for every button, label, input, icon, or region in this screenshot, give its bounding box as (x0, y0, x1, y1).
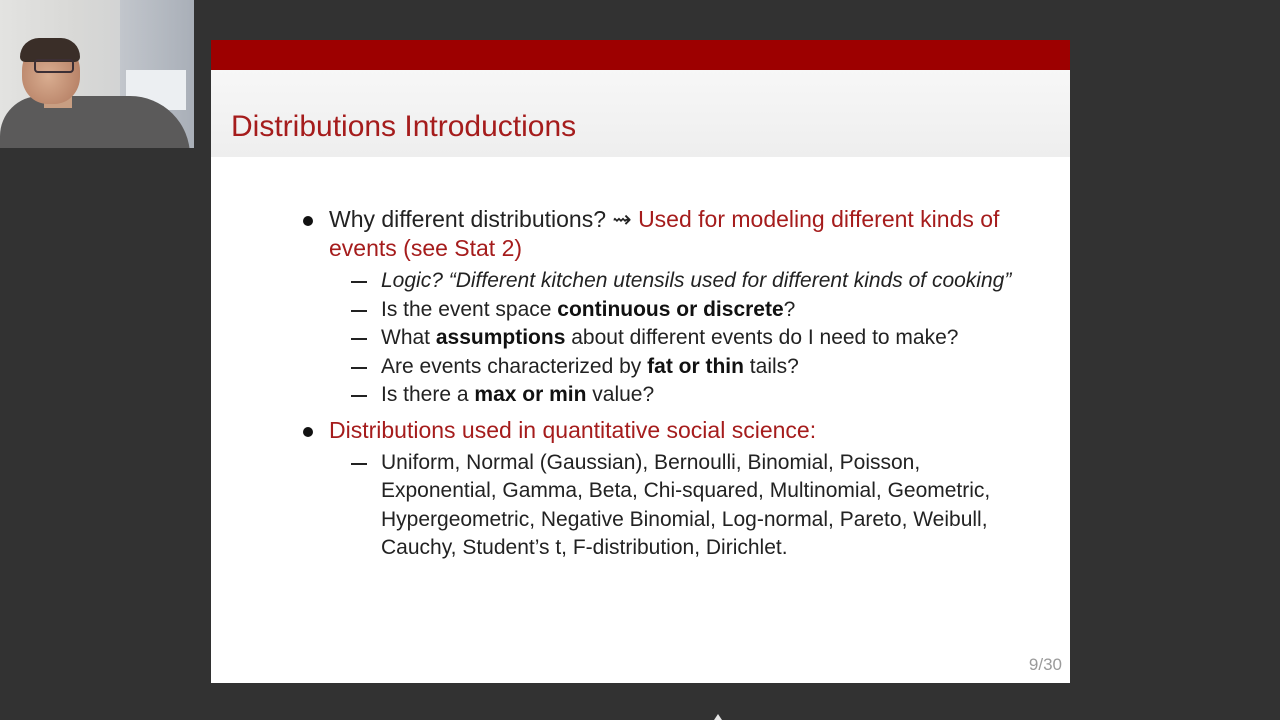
dash-icon (351, 463, 367, 465)
bullet-red-text: Distributions used in quantitative social science: (329, 416, 817, 443)
webcam-feed (0, 0, 194, 148)
sub-item-assumptions (381, 324, 1023, 353)
sub-item-bold: assumptions (435, 326, 566, 349)
sub-item-text: What (381, 326, 436, 349)
bullet-text: Why different distributions? (329, 206, 606, 232)
bullet-distributions-used (303, 416, 1023, 445)
sub-item-bold: fat or thin (647, 354, 744, 378)
sub-item-bold: max or min (474, 383, 587, 406)
dash-icon (351, 281, 367, 283)
sub-item-bold: continuous or discrete (557, 297, 784, 321)
sublist-distributions (303, 449, 1023, 563)
sub-item-text: Uniform, Normal (Gaussian), Bernoulli, Binomial, Poisson, Exponential, Gamma, Beta, Chi-squared, Multinomial, Geometric, Hypergeometric, Negative Binomial, Log-normal, Pareto, Weibull, Cauchy, Student’s t, F-distribution, Dirichlet. (381, 450, 991, 559)
slide-title: Distributions Introductions (231, 110, 577, 143)
dash-icon (351, 310, 367, 312)
dash-icon (351, 367, 367, 369)
sub-item-text: Logic? “Different kitchen utensils used for different kinds of cooking” (381, 269, 1012, 292)
dash-icon (351, 338, 367, 340)
sub-item-text: about different events do I need to make? (565, 326, 959, 349)
page-number: 9/30 (1028, 655, 1062, 674)
sub-item-text: tails? (743, 354, 799, 378)
sub-item-text: value? (586, 383, 655, 406)
sub-item-text: Is the event space (381, 297, 558, 321)
slide-content (303, 205, 1023, 569)
leads-to-arrow-icon: ⇝ (612, 206, 632, 232)
bullet-dot-icon (303, 427, 313, 437)
sub-item-event-space (381, 296, 1023, 325)
sub-item-text: Are events characterized by (381, 354, 648, 378)
sub-item-text: ? (783, 297, 796, 321)
sublist-why (303, 267, 1023, 410)
sub-item-logic (381, 267, 1023, 296)
sub-item-text: Is there a (381, 383, 475, 406)
sub-item-tails (381, 353, 1023, 382)
slide-header-bar (211, 40, 1070, 70)
bullet-why-distributions (303, 205, 1023, 263)
sub-item-distribution-list (381, 449, 1023, 563)
mouse-cursor-icon (714, 714, 722, 720)
presentation-slide (211, 40, 1070, 683)
dash-icon (351, 395, 367, 397)
sub-item-max-min (381, 381, 1023, 410)
bullet-red-text: Used for modeling different kinds of events (see Stat 2) (329, 206, 1000, 261)
bullet-dot-icon (303, 216, 313, 226)
